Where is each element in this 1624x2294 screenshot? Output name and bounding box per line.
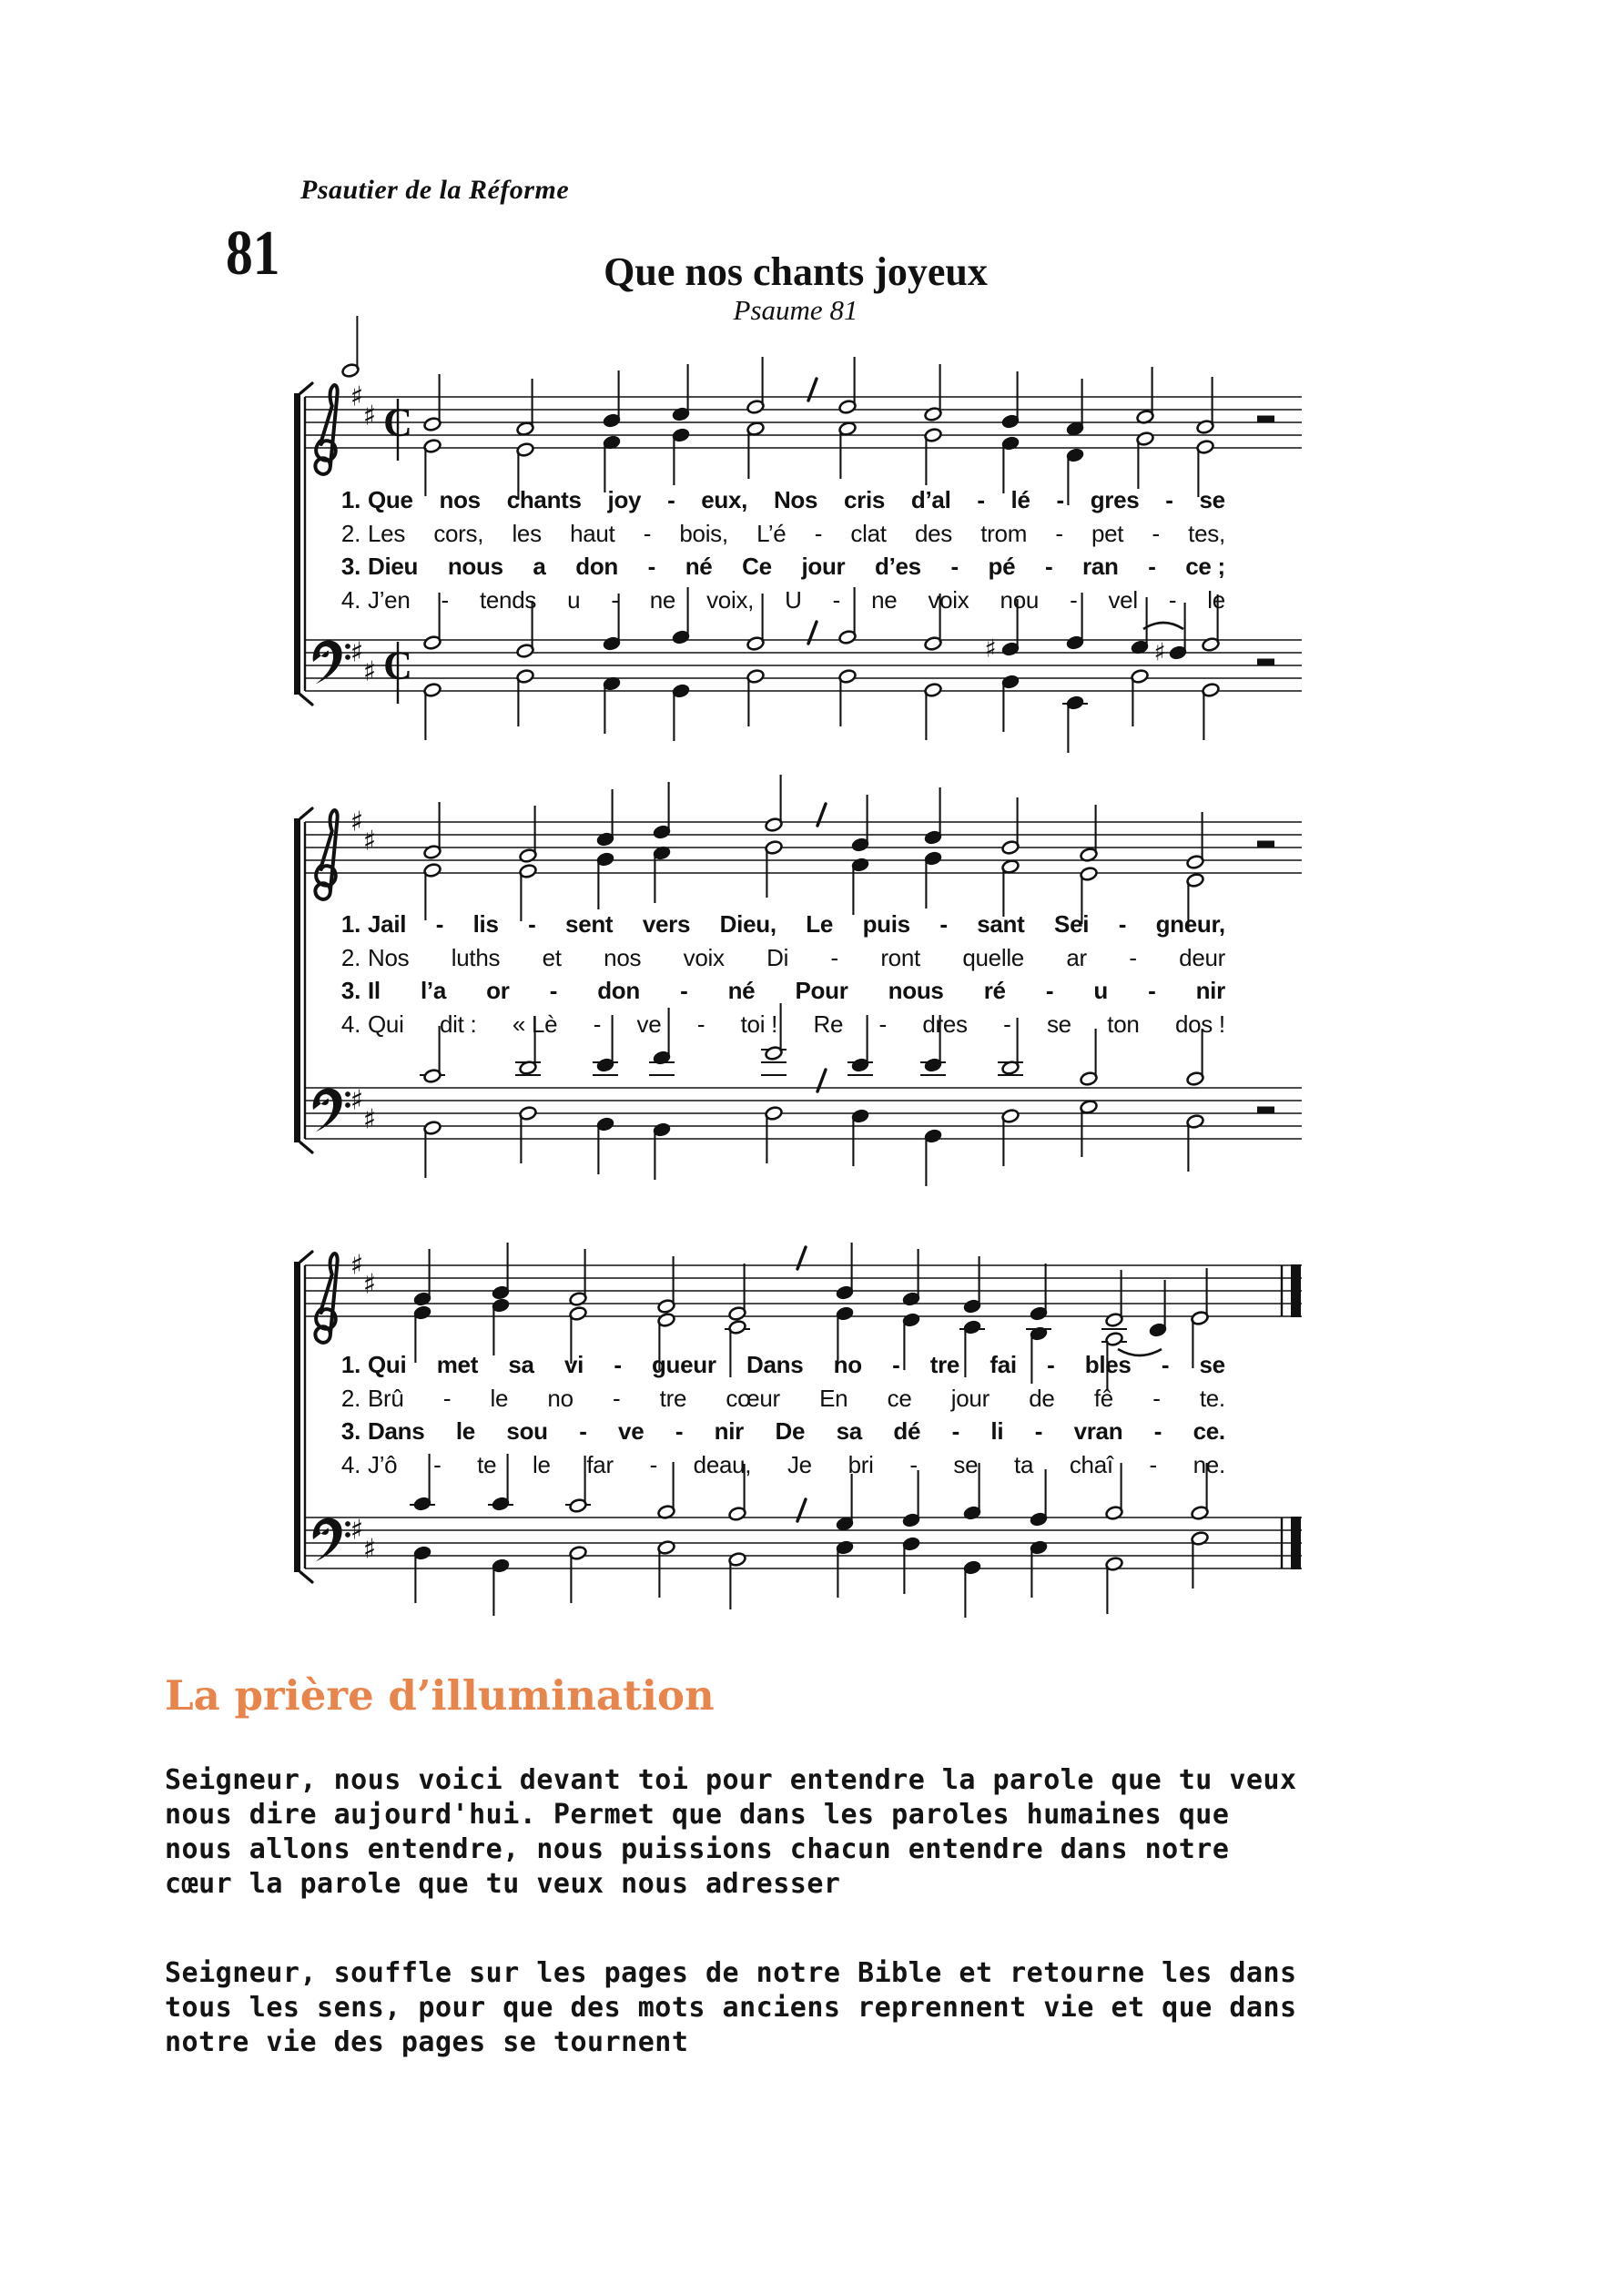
lyric-syllable: nir <box>714 1417 744 1445</box>
lyric-syllable: jour <box>801 553 846 580</box>
verse-block-2 <box>326 908 1225 1040</box>
syllable-hyphen: - <box>977 486 985 513</box>
verse-number: 3. <box>340 1417 360 1445</box>
lyric-syllable: haut <box>570 519 615 547</box>
svg-text:♯: ♯ <box>350 806 364 838</box>
lyric-syllable: Je <box>787 1450 812 1478</box>
lyric-syllable: dos ! <box>1174 1010 1225 1038</box>
treble-clef-icon <box>315 385 337 474</box>
lyric-syllable: ne <box>649 585 676 614</box>
lyric-syllable: Dieu, <box>719 910 776 938</box>
lyric-syllable: et <box>542 943 562 971</box>
lyric-syllable: bri <box>848 1450 874 1478</box>
final-barline <box>1291 1264 1301 1317</box>
lyric-syllable: Nos <box>773 486 818 513</box>
syllable-hyphen: - <box>680 977 688 1004</box>
lyric-syllable: lé <box>1010 486 1030 513</box>
lyric-syllable: J’ô <box>368 1450 398 1478</box>
lyric-syllable: ve <box>618 1417 645 1445</box>
lyric-syllable: puis <box>862 910 910 938</box>
lyric-syllable: se <box>953 1450 979 1478</box>
lyric-syllable: J’en <box>368 585 411 614</box>
verse-number: 2. <box>340 1384 360 1412</box>
lyric-syllable: les <box>512 519 542 547</box>
half-rest-icon <box>1257 659 1274 666</box>
lyric-syllable: nir <box>1195 977 1225 1004</box>
syllable-hyphen: - <box>939 910 948 938</box>
verse-number: 4. <box>340 1010 360 1038</box>
lyric-syllable: vran <box>1073 1417 1123 1445</box>
verse-line <box>326 1008 1225 1041</box>
verse-number: 3. <box>340 977 360 1004</box>
lyric-syllable: cris <box>844 486 886 513</box>
verse-line <box>326 941 1225 975</box>
lyric-syllable: Dans <box>368 1417 425 1445</box>
lyric-syllable: nos <box>439 486 481 513</box>
half-rest-icon <box>1257 416 1274 423</box>
verse-line <box>326 908 1225 941</box>
lyric-syllable: bles <box>1084 1351 1132 1378</box>
lyric-syllable: chaî <box>1069 1450 1113 1478</box>
lyric-syllable: dé <box>893 1417 921 1445</box>
syllable-hyphen: - <box>614 1351 622 1378</box>
lyric-syllable: Le <box>806 910 834 938</box>
syllable-hyphen: - <box>696 1010 705 1038</box>
syllable-hyphen: - <box>1003 1010 1011 1038</box>
syllable-hyphen: - <box>611 585 619 614</box>
lyric-syllable: se <box>1046 1010 1071 1038</box>
verse-line <box>326 1382 1225 1416</box>
lyric-syllable: far <box>586 1450 614 1478</box>
verse-line <box>326 1348 1225 1382</box>
prayer-heading: La prière d’illumination <box>165 1671 715 1720</box>
svg-text:♯: ♯ <box>350 381 364 413</box>
svg-text:♯: ♯ <box>362 655 377 688</box>
verse-block-1 <box>326 483 1225 616</box>
lyric-syllable: Re <box>813 1010 844 1038</box>
lyric-syllable: « Lè <box>512 1010 558 1038</box>
treble-clef-icon <box>315 810 337 899</box>
syllable-hyphen: - <box>909 1450 918 1478</box>
svg-text:♯: ♯ <box>350 1514 364 1547</box>
lyric-syllable: U <box>785 585 802 614</box>
lyric-syllable: don <box>575 553 618 580</box>
lyric-syllable: tends <box>479 585 537 614</box>
lyric-syllable: deur <box>1179 943 1225 971</box>
verse-syllables <box>368 974 1225 1008</box>
syllable-hyphen: - <box>951 1417 959 1445</box>
verse-syllables <box>368 1415 1225 1448</box>
syllable-hyphen: - <box>667 486 675 513</box>
syllable-hyphen: - <box>441 585 449 614</box>
lyric-syllable: eux, <box>701 486 748 513</box>
svg-text:♯: ♯ <box>362 1103 377 1136</box>
lyric-syllable: Dans <box>746 1351 804 1378</box>
hymn-number: 81 <box>226 218 280 289</box>
lyric-syllable: clat <box>850 519 887 547</box>
final-barline <box>1291 1517 1301 1569</box>
lyric-syllable: Qui <box>368 1351 407 1378</box>
syllable-hyphen: - <box>647 553 656 580</box>
lyric-syllable: nos <box>604 943 642 971</box>
lyric-syllable: no <box>833 1351 862 1378</box>
treble-staff <box>305 316 1302 505</box>
syllable-hyphen: - <box>1118 910 1127 938</box>
syllable-hyphen: - <box>878 1010 887 1038</box>
syllable-hyphen: - <box>433 1450 442 1478</box>
lyric-syllable: a <box>533 553 546 580</box>
syllable-hyphen: - <box>675 1417 684 1445</box>
lyric-syllable: ne <box>871 585 898 614</box>
syllable-hyphen: - <box>950 553 959 580</box>
syllable-hyphen: - <box>1047 1351 1055 1378</box>
lyric-syllable: or <box>486 977 510 1004</box>
prayer-paragraph-1: Seigneur, nous voici devant toi pour entendre la parole que tu veux nous dire aujourd'hui. Permet que dans les paroles humaines que nous allons entendre, nous puissions chacun entendre dans notre cœur la parole que tu veux nous adresser <box>165 1764 1297 1900</box>
lyric-syllable: no <box>547 1384 573 1412</box>
lyric-syllable: ar <box>1066 943 1087 971</box>
lyric-syllable: pé <box>988 553 1016 580</box>
lyric-syllable: Sei <box>1054 910 1090 938</box>
syllable-hyphen: - <box>1165 486 1173 513</box>
lyric-syllable: de <box>1029 1384 1055 1412</box>
syllable-hyphen: - <box>579 1417 587 1445</box>
lyric-syllable: le <box>533 1450 551 1478</box>
lyric-syllable: Les <box>368 519 406 547</box>
lyric-syllable: Di <box>766 943 789 971</box>
lyric-syllable: ta <box>1014 1450 1034 1478</box>
lyric-syllable: des <box>914 519 952 547</box>
svg-text:♯: ♯ <box>1153 638 1166 667</box>
lyric-syllable: Dieu <box>368 553 419 580</box>
lyric-syllable: luths <box>451 943 501 971</box>
cut-time-icon: C <box>383 643 412 688</box>
lyric-syllable: se <box>1199 486 1225 513</box>
lyric-syllable: sou <box>506 1417 548 1445</box>
lyric-syllable: deau, <box>693 1450 752 1478</box>
lyric-syllable: Jail <box>368 910 407 938</box>
lyric-syllable: bois, <box>679 519 728 547</box>
lyric-syllable: met <box>436 1351 479 1378</box>
lyric-syllable: jour <box>950 1384 990 1412</box>
verse-number: 1. <box>340 486 360 513</box>
prayer-paragraph-2: Seigneur, souffle sur les pages de notre Bible et retourne les dans tous les sens, pour que des mots anciens reprennent vie et que dans notre vie des pages se tournent <box>165 1957 1297 2058</box>
lyric-syllable: gueur <box>651 1351 716 1378</box>
lyric-syllable: dres <box>922 1010 968 1038</box>
verse-syllables <box>368 941 1225 975</box>
lyric-syllable: L’é <box>756 519 787 547</box>
syllable-hyphen: - <box>1149 1450 1157 1478</box>
lyric-syllable: Nos <box>368 943 410 971</box>
lyric-syllable: vers <box>642 910 691 938</box>
lyric-syllable: ce. <box>1193 1417 1225 1445</box>
lyric-syllable: te <box>477 1450 497 1478</box>
lyric-syllable: lis <box>472 910 499 938</box>
lyric-syllable: ré <box>983 977 1006 1004</box>
lyric-syllable: cœur <box>726 1384 780 1412</box>
lyric-syllable: chants <box>506 486 582 513</box>
lyric-syllable: Que <box>368 486 413 513</box>
lyric-syllable: vel <box>1108 585 1138 614</box>
syllable-hyphen: - <box>832 585 841 614</box>
lyric-syllable: nous <box>447 553 503 580</box>
verse-number: 4. <box>340 1450 360 1478</box>
system-bracket <box>294 1262 300 1572</box>
lyric-syllable: Il <box>368 977 381 1004</box>
syllable-hyphen: - <box>1045 977 1054 1004</box>
system-bracket <box>294 393 300 695</box>
verse-line <box>326 1448 1225 1482</box>
lyric-syllable: dit : <box>440 1010 477 1038</box>
syllable-hyphen: - <box>613 1384 621 1412</box>
lyric-syllable: ne. <box>1193 1450 1225 1478</box>
svg-text:♯: ♯ <box>350 1249 364 1282</box>
verse-line <box>326 584 1225 617</box>
lyric-syllable: Qui <box>368 1010 404 1038</box>
syllable-hyphen: - <box>1153 1417 1162 1445</box>
syllable-hyphen: - <box>528 910 536 938</box>
syllable-hyphen: - <box>1148 553 1156 580</box>
syllable-hyphen: - <box>892 1351 900 1378</box>
verse-number: 1. <box>340 910 360 938</box>
syllable-hyphen: - <box>442 1384 452 1412</box>
svg-text:♯: ♯ <box>350 636 364 669</box>
svg-text:♯: ♯ <box>362 825 377 858</box>
lyric-syllable: te. <box>1199 1384 1225 1412</box>
lyric-syllable: De <box>775 1417 806 1445</box>
lyric-syllable: tre <box>929 1351 960 1378</box>
verse-number: 1. <box>340 1351 360 1378</box>
lyric-syllable: d’al <box>910 486 951 513</box>
syllable-hyphen: - <box>649 1450 657 1478</box>
lyric-syllable: sent <box>565 910 614 938</box>
lyric-syllable: voix <box>683 943 725 971</box>
cut-time-icon: C <box>383 400 412 445</box>
verse-line <box>326 517 1225 551</box>
svg-text:♯: ♯ <box>362 1268 377 1301</box>
lyric-syllable: En <box>819 1384 848 1412</box>
lyric-syllable: le <box>490 1384 509 1412</box>
svg-text:♯: ♯ <box>362 400 377 432</box>
verse-number: 3. <box>340 553 360 580</box>
verse-block-3 <box>326 1348 1225 1481</box>
svg-text:♯: ♯ <box>362 1533 377 1566</box>
syllable-hyphen: - <box>814 519 823 547</box>
lyric-syllable: gres <box>1090 486 1140 513</box>
lyric-syllable: li <box>990 1417 1004 1445</box>
lyric-syllable: cors, <box>433 519 484 547</box>
verse-line <box>326 1415 1225 1448</box>
lyric-syllable: ve <box>636 1010 662 1038</box>
lyric-syllable: le <box>455 1417 475 1445</box>
lyric-syllable: sa <box>836 1417 862 1445</box>
lyric-syllable: pet <box>1091 519 1124 547</box>
syllable-hyphen: - <box>1044 553 1053 580</box>
lyric-syllable: fai <box>990 1351 1017 1378</box>
lyric-syllable: le <box>1207 585 1225 614</box>
syllable-hyphen: - <box>593 1010 602 1038</box>
lyric-syllable: ce ; <box>1185 553 1225 580</box>
lyric-syllable: ton <box>1107 1010 1140 1038</box>
lyric-syllable: Brû <box>368 1384 404 1412</box>
syllable-hyphen: - <box>1161 1351 1170 1378</box>
lyric-syllable: ran <box>1082 553 1119 580</box>
lyric-syllable: sa <box>508 1351 534 1378</box>
syllable-hyphen: - <box>643 519 652 547</box>
svg-text:♯: ♯ <box>984 634 997 664</box>
verse-syllables <box>368 584 1225 617</box>
svg-text:♯: ♯ <box>350 1084 364 1117</box>
lyric-syllable: né <box>685 553 713 580</box>
system-bracket <box>294 818 300 1142</box>
lyric-syllable: joy <box>607 486 642 513</box>
treble-clef-icon <box>315 1254 337 1343</box>
lyric-syllable: nou <box>1000 585 1040 614</box>
syllable-hyphen: - <box>1070 585 1078 614</box>
series-title: Psautier de la Réforme <box>300 175 570 205</box>
verse-syllables <box>368 550 1225 584</box>
lyric-syllable: tes, <box>1188 519 1225 547</box>
verse-syllables <box>368 517 1225 551</box>
lyric-syllable: gneur, <box>1155 910 1225 938</box>
verse-line <box>326 550 1225 584</box>
verse-syllables <box>368 1348 1225 1382</box>
lyric-syllable: u <box>567 585 581 614</box>
lyric-syllable: ce <box>887 1384 912 1412</box>
lyric-syllable: l’a <box>421 977 447 1004</box>
lyric-syllable: fê <box>1093 1384 1113 1412</box>
lyric-syllable: sant <box>977 910 1025 938</box>
lyric-syllable: toi ! <box>740 1010 778 1038</box>
lyric-syllable: nous <box>888 977 944 1004</box>
syllable-hyphen: - <box>549 977 558 1004</box>
verse-syllables <box>368 1008 1225 1041</box>
syllable-hyphen: - <box>1034 1417 1043 1445</box>
lyric-syllable: vi <box>563 1351 584 1378</box>
verse-syllables <box>368 483 1225 517</box>
syllable-hyphen: - <box>1056 486 1064 513</box>
verse-number: 2. <box>340 943 360 971</box>
tie-icon <box>1143 623 1183 629</box>
lyric-syllable: voix <box>928 585 969 614</box>
lyric-syllable: Ce <box>742 553 772 580</box>
lyric-syllable: don <box>597 977 640 1004</box>
score-subtitle: Psaume 81 <box>733 294 858 326</box>
lyric-syllable: Pour <box>795 977 848 1004</box>
syllable-hyphen: - <box>1168 585 1177 614</box>
lyric-syllable: tre <box>659 1384 687 1412</box>
verse-syllables <box>368 908 1225 941</box>
syllable-hyphen: - <box>1152 519 1160 547</box>
lyric-syllable: d’es <box>875 553 921 580</box>
verse-syllables <box>368 1382 1225 1416</box>
lyric-syllable: se <box>1199 1351 1225 1378</box>
lyric-syllable: trom <box>980 519 1028 547</box>
syllable-hyphen: - <box>1148 977 1156 1004</box>
verse-line <box>326 974 1225 1008</box>
half-rest-icon <box>1257 841 1274 848</box>
syllable-hyphen: - <box>1129 943 1137 971</box>
verse-number: 4. <box>340 585 360 614</box>
verse-line <box>326 483 1225 517</box>
verse-syllables <box>368 1448 1225 1482</box>
syllable-hyphen: - <box>1055 519 1063 547</box>
score-title: Que nos chants joyeux <box>604 249 988 294</box>
lyric-syllable: quelle <box>962 943 1024 971</box>
lyric-syllable: u <box>1093 977 1108 1004</box>
lyric-syllable: voix, <box>706 585 755 614</box>
half-rest-icon <box>1257 1107 1274 1114</box>
syllable-hyphen: - <box>1152 1384 1161 1412</box>
syllable-hyphen: - <box>435 910 444 938</box>
lyric-syllable: ront <box>880 943 920 971</box>
lyric-syllable: né <box>727 977 756 1004</box>
verse-number: 2. <box>340 519 360 547</box>
syllable-hyphen: - <box>830 943 838 971</box>
